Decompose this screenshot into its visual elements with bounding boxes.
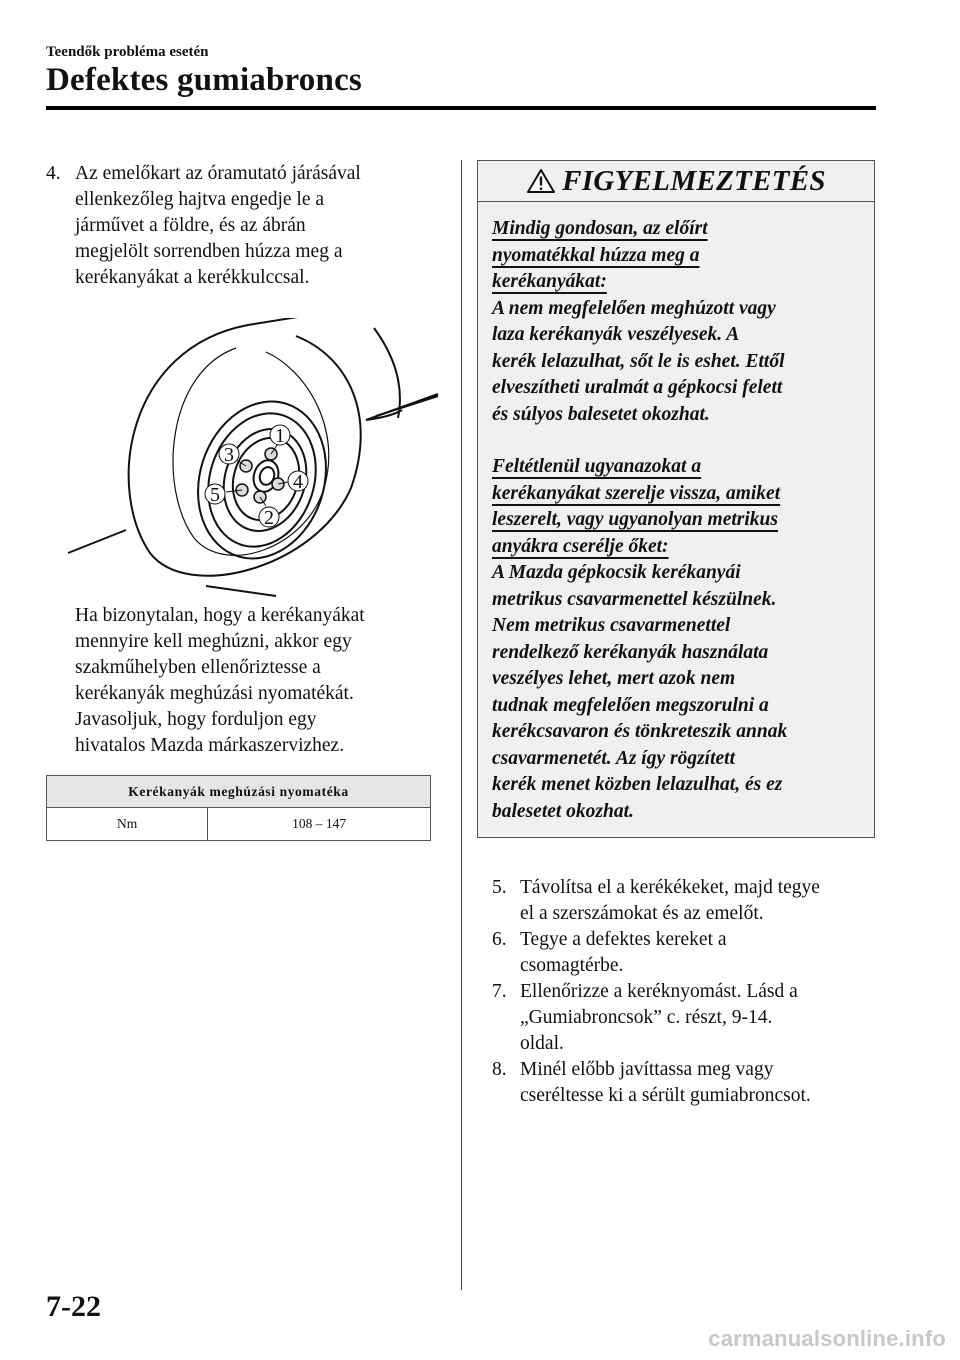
step-8: [492, 1057, 882, 1109]
step-text: [75, 161, 446, 291]
step-text: [520, 1057, 882, 1109]
step-line: Ellenőrizze a keréknyomást. Lásd a: [520, 981, 798, 1002]
warning-body: [478, 202, 874, 825]
step-line: Minél előbb javíttassa meg vagy: [520, 1059, 774, 1080]
wheel-drawing: [68, 318, 438, 596]
warning-line: A Mazda gépkocsik kerékanyái: [492, 562, 741, 583]
warning-emphasis-line: anyákra cserélje őket:: [492, 535, 669, 557]
table-row: [47, 808, 431, 841]
section-label: Teendők probléma esetén: [46, 44, 209, 60]
page-number: 7-22: [46, 1290, 101, 1323]
warning-emphasis-line: Mindig gondosan, az előírt: [492, 218, 708, 239]
advice-paragraph: [75, 603, 445, 759]
step-line: „Gumiabroncsok” c. részt, 9-14.: [520, 1007, 773, 1028]
warning-line: Nem metrikus csavarmenettel: [492, 615, 731, 636]
step-4: [46, 161, 446, 291]
callout-5: 5: [210, 484, 220, 506]
advice-line: mennyire kell meghúzni, akkor egy: [75, 631, 352, 652]
warning-line: laza kerékanyák veszélyesek. A: [492, 324, 740, 345]
warning-emphasis-line: nyomatékkal húzza meg a: [492, 244, 700, 266]
torque-table-header: Kerékanyák meghúzási nyomatéka: [47, 776, 431, 808]
warning-line: balesetet okozhat.: [492, 800, 634, 822]
warning-line: metrikus csavarmenettel készülnek.: [492, 588, 777, 610]
page-title: Defektes gumiabroncs: [46, 62, 362, 98]
step-number: 4.: [46, 163, 61, 184]
title-rule: [46, 106, 876, 110]
warning-emphasis-line: Feltétlenül ugyanazokat a: [492, 456, 702, 477]
warning-emphasis-line: leszerelt, vagy ugyanolyan metrikus: [492, 509, 778, 530]
warning-line: kerékcsavaron és tönkreteszik annak: [492, 721, 788, 742]
warning-line: kerék menet közben lelazulhat, és ez: [492, 774, 783, 795]
advice-line: Javasoljuk, hogy forduljon egy: [75, 709, 317, 730]
warning-line: A nem megfelelően meghúzott vagy: [492, 297, 776, 319]
torque-value: 108 – 147: [208, 808, 431, 841]
step-number: 7.: [492, 981, 507, 1002]
step-line: oldal.: [520, 1033, 564, 1054]
warning-line: kerék lelazulhat, sőt le is eshet. Ettől: [492, 350, 785, 372]
warning-line: tudnak megfelelően megszorulni a: [492, 694, 769, 716]
warning-paragraph-1: [492, 216, 864, 428]
warning-emphasis-line: kerékanyákat szerelje vissza, amiket: [492, 482, 781, 504]
advice-line: hivatalos Mazda márkaszervizhez.: [75, 735, 345, 756]
step-line: cseréltesse ki a sérült gumiabroncsot.: [520, 1085, 811, 1106]
callout-2: 2: [264, 507, 274, 529]
warning-line: elveszítheti uralmát a gépkocsi felett: [492, 377, 783, 398]
warning-emphasis-line: kerékanyákat:: [492, 271, 607, 292]
step-line: Az emelőkart az óramutató járásával: [75, 163, 361, 184]
step-text: [520, 979, 882, 1057]
column-divider: [461, 160, 462, 1290]
step-number: 8.: [492, 1059, 507, 1080]
warning-line: és súlyos balesetet okozhat.: [492, 403, 710, 425]
warning-triangle-icon: [526, 168, 556, 194]
warning-line: veszélyes lehet, mert azok nem: [492, 668, 736, 689]
step-number: 6.: [492, 929, 507, 950]
step-line: Tegye a defektes kereket a: [520, 929, 727, 950]
step-line: el a szerszámokat és az emelőt.: [520, 903, 764, 924]
step-line: járművet a földre, és az ábrán: [75, 215, 306, 236]
advice-line: szakműhelyben ellenőriztesse a: [75, 657, 321, 678]
step-line: ellenkezőleg hajtva engedje le a: [75, 189, 325, 210]
warning-title: FIGYELMEZTETÉS: [562, 164, 826, 197]
step-line: kerékanyákat a kerékkulccsal.: [75, 267, 310, 288]
step-text: [520, 927, 882, 979]
step-6: [492, 927, 882, 979]
step-line: csomagtérbe.: [520, 955, 624, 976]
callout-1: 1: [275, 425, 285, 447]
torque-unit: Nm: [47, 808, 208, 841]
warning-paragraph-2: [492, 454, 864, 825]
steps-list: [492, 875, 882, 1109]
step-line: Távolítsa el a kerékékeket, majd tegye: [520, 877, 820, 898]
step-5: [492, 875, 882, 927]
torque-table: [46, 775, 431, 841]
step-text: [520, 875, 882, 927]
warning-line: rendelkező kerékanyák használata: [492, 641, 769, 663]
warning-line: csavarmenetét. Az így rögzített: [492, 747, 735, 769]
callout-3: 3: [224, 444, 234, 466]
advice-line: Ha bizonytalan, hogy a kerékanyákat: [75, 605, 365, 626]
step-7: [492, 979, 882, 1057]
step-line: megjelölt sorrendben húzza meg a: [75, 241, 343, 262]
advice-line: kerékanyák meghúzási nyomatékát.: [75, 683, 354, 704]
warning-header: [478, 161, 874, 202]
callout-4: 4: [293, 471, 303, 493]
watermark: carmanualsonline.info: [708, 1326, 946, 1351]
warning-box: [477, 160, 875, 838]
wheel-nut-tightening-figure: [66, 318, 444, 600]
step-number: 5.: [492, 877, 507, 898]
